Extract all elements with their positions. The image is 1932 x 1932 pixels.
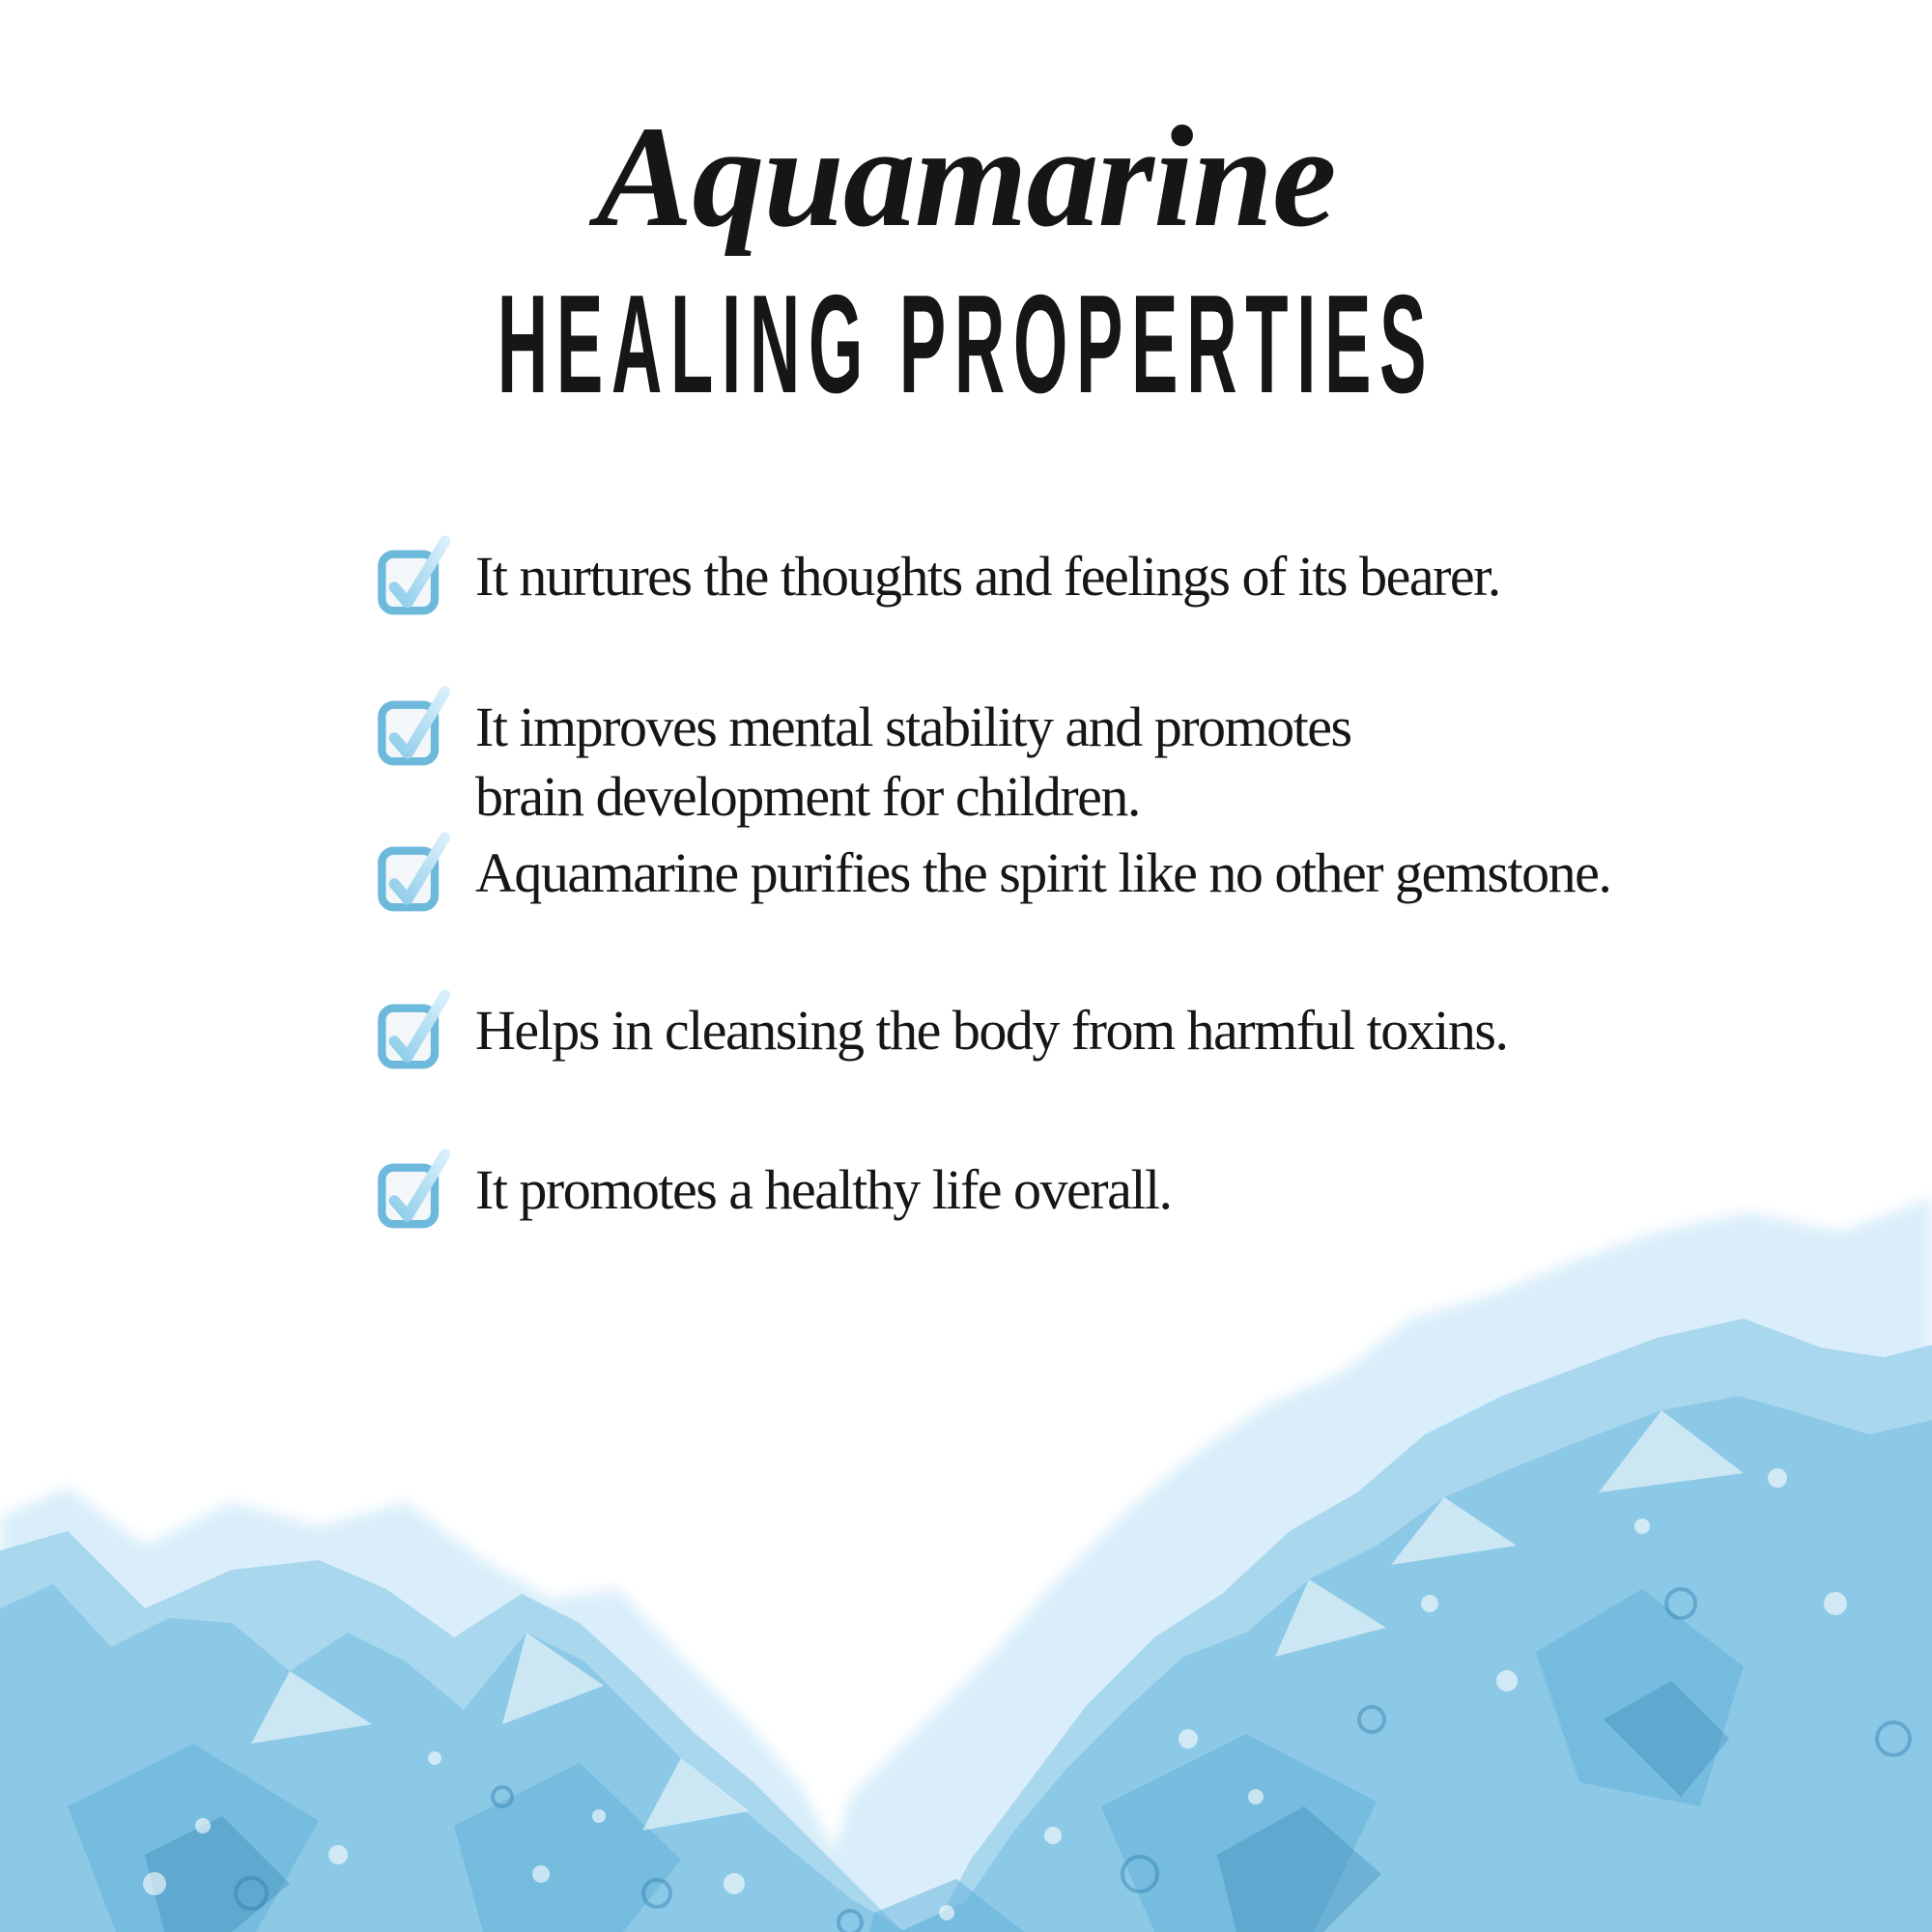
list-item-text: brain development for children. xyxy=(475,765,1140,828)
page-title: Aquamarine xyxy=(596,97,1336,257)
checked-checkbox-icon xyxy=(377,988,450,1069)
checked-checkbox-icon xyxy=(377,534,450,615)
list-item-text: It promotes a healthy life overall. xyxy=(475,1158,1172,1221)
list-item-text: Helps in cleansing the body from harmful toxins. xyxy=(475,999,1508,1062)
list-item-text: It nurtures the thoughts and feelings of its bearer. xyxy=(475,545,1500,608)
list-item xyxy=(377,534,1787,615)
checked-checkbox-icon xyxy=(377,831,450,912)
list-item xyxy=(377,831,1787,912)
ice-crystals-image xyxy=(0,1063,1932,1932)
page-subtitle: HEALING PROPERTIES xyxy=(497,266,1435,422)
checked-checkbox-icon xyxy=(377,685,450,766)
list-item xyxy=(377,685,1787,832)
list-item-text: Aquamarine purifies the spirit like no other gemstone. xyxy=(475,841,1611,904)
list-item xyxy=(377,988,1787,1069)
list-item-text: It improves mental stability and promotes xyxy=(475,696,1351,758)
